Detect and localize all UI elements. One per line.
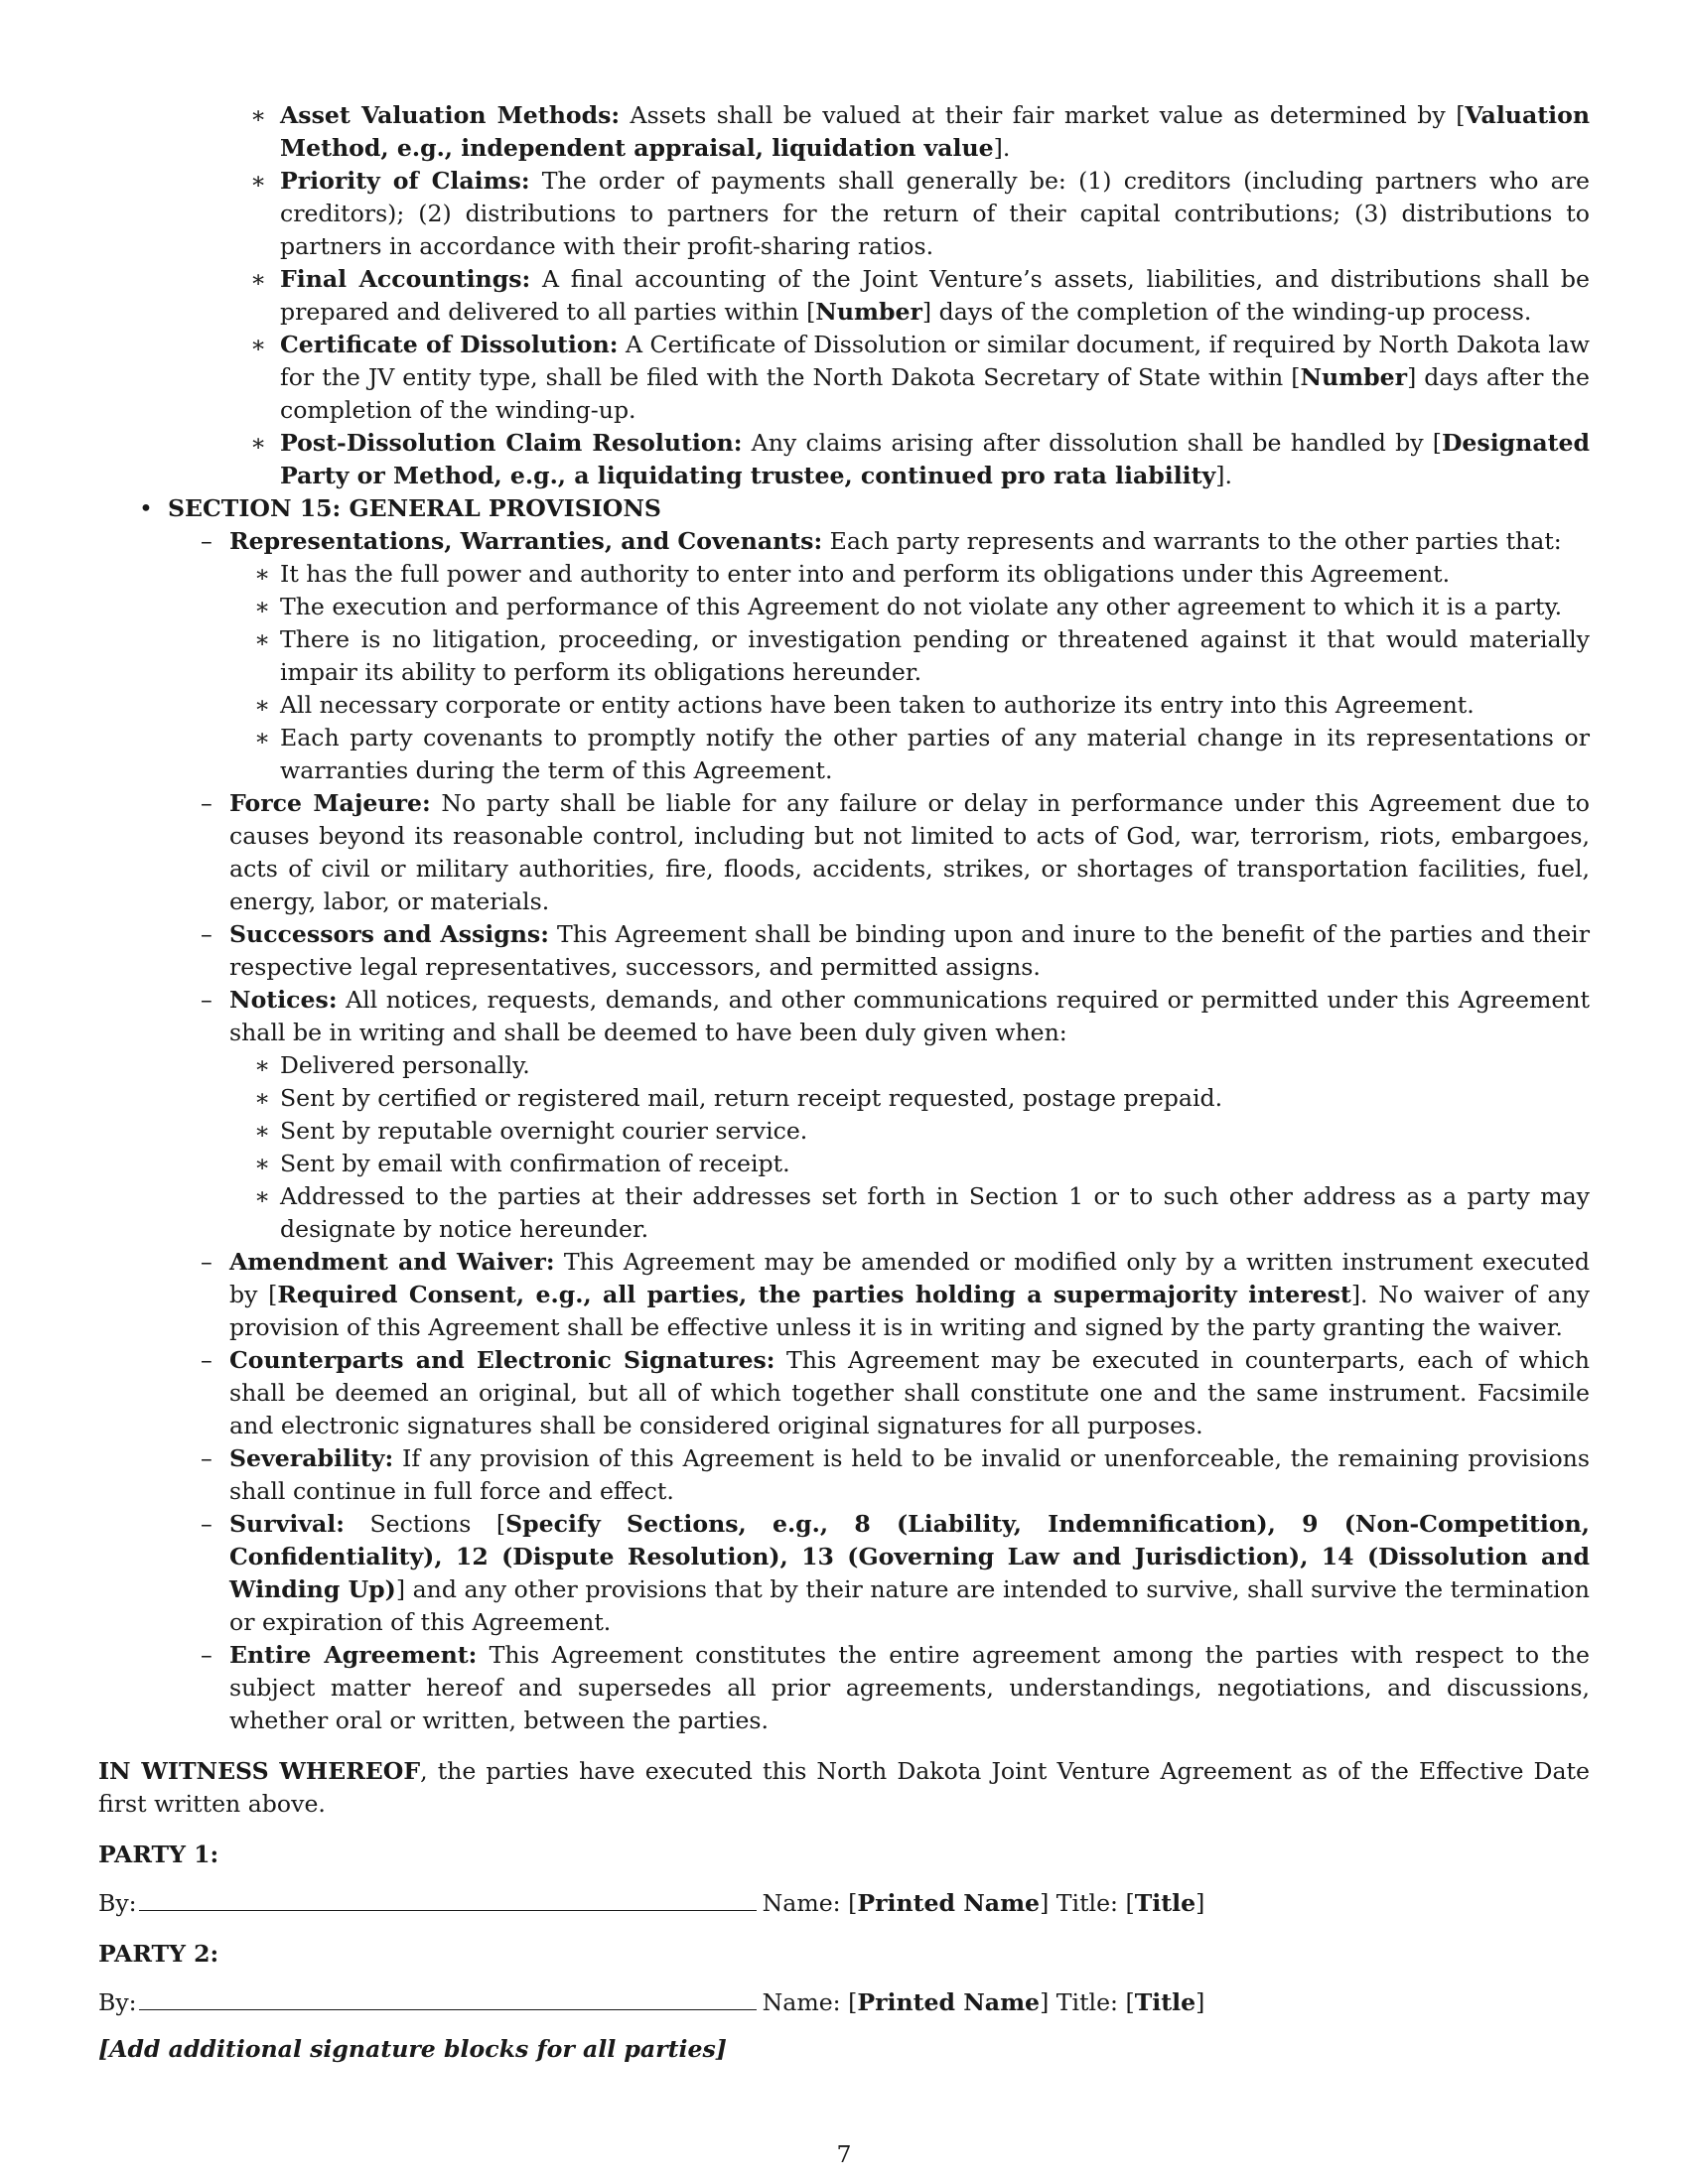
provision-force-majeure: – Force Majeure: No party shall be liable for any failure or delay in performance under this Agreement due to causes beyond its reasonable control, including but not limited to acts of God, war, terrorism, riots, embargoes, acts of civil or military authorities, fire, floods, accidents, strikes, or shortages of transportation facilities, fuel, energy, labor, or materials. (229, 787, 1590, 918)
list-item: ∗ Addressed to the parties at their addresses set forth in Section 1 or to such other address as a party may designate by notice hereunder. (280, 1180, 1590, 1246)
list-item: ∗ All necessary corporate or entity actions have been taken to authorize its entry into this Agreement. (280, 689, 1590, 722)
provision-list (229, 525, 1590, 1737)
additional-signatures-note: [Add additional signature blocks for all parties] (98, 2035, 727, 2063)
provision-successors: – Successors and Assigns: This Agreement shall be binding upon and inure to the benefit of the parties and their respective legal representatives, successors, and permitted assigns. (229, 918, 1590, 984)
list-item: ∗ Priority of Claims: The order of payments shall generally be: (1) creditors (including partners who are creditors); (2) distributions to partners for the return of their capital contributions; (3) distributions to partners in accordance with their profit-sharing ratios. (98, 165, 1590, 263)
provision-representations: – Representations, Warranties, and Covenants: Each party represents and warrants to the other parties that: ∗ It has the full power and authority to enter into and perform its obligations under this Agreement. ∗ The execution and performance of this Agreement do not violate any other agreement to which it is a party. ∗ There is no litigation, proceeding, or investigation pending or threatened against it that would materially impair its ability to perform its obligations hereunder. ∗ All necessary corporate or entity actions have been taken to authorize its entry into this Agreement. ∗ Each party covenants to promptly notify the other parties of any material change in its representations or warranties during the term of this Agreement. (229, 525, 1590, 787)
list-item: ∗ Asset Valuation Methods: Assets shall be valued at their fair market value as determined by [Valuation Method, e.g., independent appraisal, liquidation value]. (98, 99, 1590, 165)
signature-blank (139, 1987, 757, 2010)
list-item: ∗ Each party covenants to promptly notify the other parties of any material change in its representations or warranties during the term of this Agreement. (280, 722, 1590, 787)
list-item: ∗ There is no litigation, proceeding, or investigation pending or threatened against it that would materially impair its ability to perform its obligations hereunder. (280, 623, 1590, 689)
party-1-signature-line: By: Name: [Printed Name] Title: [Title] (98, 1889, 1205, 1917)
party-2-signature-line: By: Name: [Printed Name] Title: [Title] (98, 1988, 1205, 2016)
provision-counterparts: – Counterparts and Electronic Signatures: This Agreement may be executed in counterparts, each of which shall be deemed an original, but all of which together shall constitute one and the same instrument. Facsimile and electronic signatures shall be considered original signatures for all purposes. (229, 1344, 1590, 1442)
section-list (168, 492, 1590, 1737)
provision-notices: – Notices: All notices, requests, demands, and other communications required or permitted under this Agreement shall be in writing and shall be deemed to have been duly given when: ∗ Delivered personally. ∗ Sent by certified or registered mail, return receipt requested, postage prepaid. ∗ Sent by reputable overnight courier service. ∗ Sent by email with confirmation of receipt. ∗ Addressed to the parties at their addresses set forth in Section 1 or to such other address as a party may designate by notice hereunder. (229, 984, 1590, 1246)
list-item: ∗ Sent by email with confirmation of receipt. (280, 1148, 1590, 1180)
section-15 (168, 492, 1590, 1737)
notices-list (280, 1049, 1590, 1246)
list-item: ∗ Sent by certified or registered mail, return receipt requested, postage prepaid. (280, 1082, 1590, 1115)
list-item: ∗ Final Accountings: A final accounting of the Joint Venture’s assets, liabilities, and distributions shall be prepared and delivered to all parties within [Number] days of the completion of the winding-up process. (98, 263, 1590, 329)
list-item: ∗ Post-Dissolution Claim Resolution: Any claims arising after dissolution shall be handled by [Designated Party or Method, e.g., a liquidating trustee, continued pro rata liability]. (98, 427, 1590, 492)
page-number: 7 (836, 2140, 852, 2168)
provision-entire-agreement: – Entire Agreement: This Agreement constitutes the entire agreement among the parties with respect to the subject matter hereof and supersedes all prior agreements, understandings, negotiations, and discussions, whether oral or written, between the parties. (229, 1639, 1590, 1737)
section-heading: SECTION 15: GENERAL PROVISIONS (168, 494, 661, 522)
list-item: ∗ It has the full power and authority to enter into and perform its obligations under this Agreement. (280, 558, 1590, 591)
document-page (98, 99, 1590, 2066)
list-item: ∗ Sent by reputable overnight courier service. (280, 1115, 1590, 1148)
list-item: ∗ Delivered personally. (280, 1049, 1590, 1082)
provision-amendment: – Amendment and Waiver: This Agreement may be amended or modified only by a written instrument executed by [Required Consent, e.g., all parties, the parties holding a supermajority interest]. No waiver of any provision of this Agreement shall be effective unless it is in writing and signed by the party granting the waiver. (229, 1246, 1590, 1344)
witness-clause: IN WITNESS WHEREOF, the parties have executed this North Dakota Joint Venture Agreement as of the Effective Date first written above. (98, 1757, 1590, 1818)
signature-blank (139, 1888, 757, 1911)
dissolution-subitems (98, 99, 1590, 492)
provision-severability: – Severability: If any provision of this Agreement is held to be invalid or unenforceable, the remaining provisions shall continue in full force and effect. (229, 1442, 1590, 1508)
party-1-heading: PARTY 1: (98, 1841, 219, 1868)
list-item: ∗ Certificate of Dissolution: A Certificate of Dissolution or similar document, if required by North Dakota law for the JV entity type, shall be filed with the North Dakota Secretary of State within [Number] days after the completion of the winding-up. (98, 329, 1590, 427)
representations-list (280, 558, 1590, 787)
party-2-heading: PARTY 2: (98, 1940, 219, 1968)
list-item: ∗ The execution and performance of this Agreement do not violate any other agreement to which it is a party. (280, 591, 1590, 623)
provision-survival: – Survival: Sections [Specify Sections, e.g., 8 (Liability, Indemnification), 9 (Non-Competition, Confidentiality), 12 (Dispute Resolution), 13 (Governing Law and Jurisdiction), 14 (Dissolution and Winding Up)] and any other provisions that by their nature are intended to survive, shall survive the termination or expiration of this Agreement. (229, 1508, 1590, 1639)
